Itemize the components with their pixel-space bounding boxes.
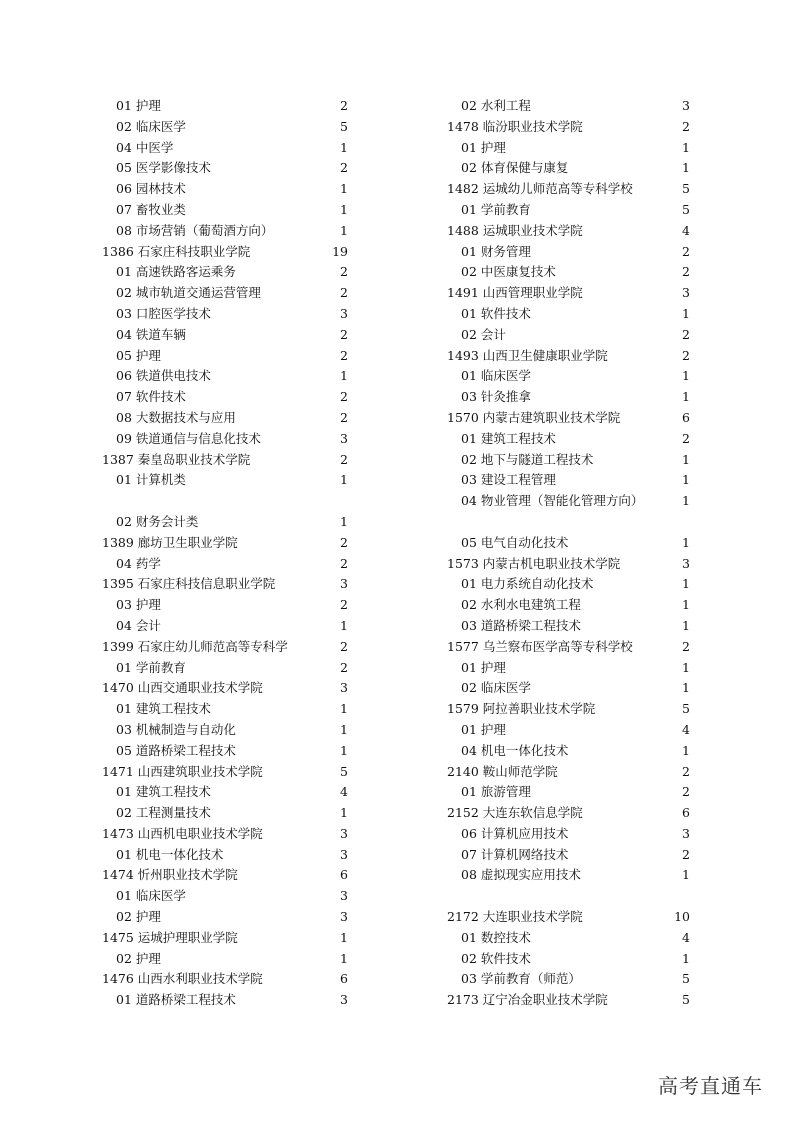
major-row	[447, 533, 690, 554]
enrollment-count: 2	[340, 451, 348, 467]
major-name: 02 软件技术	[461, 950, 531, 966]
school-row	[447, 408, 690, 429]
major-row	[447, 720, 690, 741]
major-name: 05 电气自动化技术	[461, 534, 569, 550]
major-row	[102, 720, 348, 741]
major-row	[447, 158, 690, 179]
school-name: 1470 山西交通职业技术学院	[102, 680, 263, 696]
enrollment-count: 4	[340, 784, 348, 800]
enrollment-count: 1	[340, 742, 348, 758]
enrollment-count: 1	[682, 493, 690, 509]
major-name: 03 口腔医学技术	[116, 305, 211, 321]
major-row	[447, 616, 690, 637]
school-name: 1386 石家庄科技职业学院	[102, 243, 251, 259]
major-name: 01 护理	[116, 98, 161, 113]
enrollment-count: 1	[682, 950, 690, 966]
enrollment-count: 2	[340, 597, 348, 613]
major-name: 01 电力系统自动化技术	[461, 576, 594, 592]
major-name: 04 药学	[116, 555, 161, 571]
major-name: 04 物业管理（智能化管理方向）	[461, 493, 644, 509]
major-row	[447, 491, 690, 533]
major-name: 05 医学影像技术	[116, 160, 211, 176]
school-name: 2140 鞍山师范学院	[447, 763, 558, 779]
enrollment-count: 2	[682, 118, 690, 134]
enrollment-count: 2	[682, 430, 690, 446]
major-row	[447, 429, 690, 450]
enrollment-count: 1	[682, 534, 690, 550]
major-row	[102, 658, 348, 679]
major-name: 04 中医学	[116, 139, 174, 155]
major-name: 02 体育保健与康复	[461, 160, 569, 176]
left-column	[102, 96, 348, 1011]
major-name: 01 高速铁路客运乘务	[116, 264, 236, 280]
major-name: 07 计算机网络技术	[461, 846, 569, 862]
major-row	[447, 782, 690, 803]
enrollment-count: 1	[340, 222, 348, 238]
enrollment-count: 5	[682, 971, 690, 987]
enrollment-count: 2	[682, 784, 690, 800]
enrollment-count: 3	[340, 992, 348, 1008]
enrollment-count: 2	[340, 534, 348, 550]
school-row	[447, 762, 690, 783]
school-name: 1473 山西机电职业技术学院	[102, 825, 263, 841]
major-row	[102, 845, 348, 866]
school-name: 1570 内蒙古建筑职业技术学院	[447, 409, 621, 425]
enrollment-count: 1	[682, 597, 690, 613]
school-row	[447, 803, 690, 824]
major-row	[447, 366, 690, 387]
major-row	[447, 304, 690, 325]
major-row	[102, 262, 348, 283]
major-name: 05 护理	[116, 347, 161, 363]
major-row	[102, 782, 348, 803]
major-name: 08 大数据技术与应用	[116, 409, 236, 425]
major-row	[102, 325, 348, 346]
major-name: 07 畜牧业类	[116, 201, 186, 217]
major-name: 01 机电一体化技术	[116, 846, 224, 862]
major-name: 01 道路桥梁工程技术	[116, 992, 236, 1008]
major-name: 03 针灸推拿	[461, 389, 531, 405]
major-row	[447, 949, 690, 970]
major-name: 09 铁道通信与信息化技术	[116, 430, 261, 446]
major-name: 04 铁道车辆	[116, 326, 186, 342]
enrollment-count: 6	[340, 971, 348, 987]
school-row	[102, 450, 348, 471]
school-name: 1482 运城幼儿师范高等专科学校	[447, 181, 633, 197]
major-name: 03 建设工程管理	[461, 472, 556, 488]
major-row	[102, 886, 348, 907]
school-name: 1491 山西管理职业学院	[447, 285, 583, 301]
school-row	[447, 637, 690, 658]
major-row	[447, 450, 690, 471]
enrollment-count: 2	[340, 326, 348, 342]
school-name: 2172 大连职业技术学院	[447, 909, 583, 925]
enrollment-count: 1	[340, 929, 348, 945]
enrollment-count: 2	[340, 347, 348, 363]
major-name: 02 城市轨道交通运营管理	[116, 285, 261, 301]
watermark-logo: 高考直通车	[658, 1074, 763, 1098]
school-row	[102, 969, 348, 990]
major-name: 02 护理	[116, 909, 161, 925]
enrollment-count: 1	[682, 867, 690, 883]
school-row	[102, 242, 348, 263]
school-row	[102, 762, 348, 783]
enrollment-count: 2	[340, 638, 348, 654]
school-name: 1389 廊坊卫生职业学院	[102, 534, 238, 550]
enrollment-count: 5	[682, 181, 690, 197]
major-name: 01 学前教育	[116, 659, 186, 675]
enrollment-count: 3	[340, 909, 348, 925]
enrollment-count: 3	[340, 825, 348, 841]
major-row	[102, 429, 348, 450]
school-name: 1573 内蒙古机电职业技术学院	[447, 555, 621, 571]
major-row	[447, 387, 690, 408]
enrollment-count: 2	[340, 264, 348, 280]
major-row	[447, 325, 690, 346]
enrollment-count: 3	[682, 285, 690, 301]
major-name: 01 护理	[461, 721, 506, 737]
major-name: 08 市场营销（葡萄酒方向）	[116, 222, 274, 238]
major-name: 01 旅游管理	[461, 784, 531, 800]
major-row	[447, 574, 690, 595]
school-name: 1387 秦皇岛职业技术学院	[102, 451, 251, 467]
major-row	[447, 138, 690, 159]
enrollment-count: 2	[682, 763, 690, 779]
major-row	[447, 658, 690, 679]
major-row	[102, 741, 348, 762]
major-name: 03 护理	[116, 597, 161, 613]
major-name: 01 临床医学	[461, 368, 531, 384]
major-row	[447, 242, 690, 263]
enrollment-count: 1	[682, 451, 690, 467]
school-row	[447, 117, 690, 138]
major-row	[102, 554, 348, 575]
enrollment-count: 1	[340, 368, 348, 384]
major-name: 03 机械制造与自动化	[116, 721, 236, 737]
right-column	[447, 96, 690, 1011]
enrollment-count: 2	[682, 264, 690, 280]
major-name: 01 建筑工程技术	[116, 701, 211, 717]
major-name: 07 软件技术	[116, 389, 186, 405]
major-name: 01 软件技术	[461, 305, 531, 321]
enrollment-count: 5	[682, 201, 690, 217]
enrollment-count: 10	[674, 909, 690, 925]
major-row	[447, 262, 690, 283]
enrollment-count: 2	[682, 243, 690, 259]
major-name: 02 会计	[461, 326, 506, 342]
enrollment-count: 1	[682, 742, 690, 758]
enrollment-count: 2	[682, 347, 690, 363]
enrollment-count: 3	[340, 680, 348, 696]
enrollment-count: 1	[340, 805, 348, 821]
enrollment-count: 3	[340, 576, 348, 592]
school-name: 1395 石家庄科技信息职业学院	[102, 576, 276, 592]
major-row	[102, 117, 348, 138]
enrollment-count: 3	[682, 555, 690, 571]
major-name: 01 学前教育	[461, 201, 531, 217]
school-row	[447, 283, 690, 304]
enrollment-count: 4	[682, 929, 690, 945]
school-name: 1471 山西建筑职业技术学院	[102, 763, 263, 779]
school-name: 1474 忻州职业技术学院	[102, 867, 238, 883]
enrollment-count: 5	[340, 118, 348, 134]
major-row	[102, 221, 348, 242]
major-row	[447, 595, 690, 616]
major-row	[102, 699, 348, 720]
enrollment-count: 2	[340, 98, 348, 113]
major-name: 02 地下与隧道工程技术	[461, 451, 594, 467]
enrollment-count: 1	[682, 576, 690, 592]
school-name: 1399 石家庄幼儿师范高等专科学	[102, 638, 288, 654]
major-row	[102, 179, 348, 200]
enrollment-count: 1	[682, 160, 690, 176]
major-row	[447, 865, 690, 907]
enrollment-count: 5	[340, 763, 348, 779]
enrollment-count: 3	[340, 430, 348, 446]
school-row	[102, 824, 348, 845]
enrollment-count: 1	[682, 389, 690, 405]
enrollment-count: 1	[682, 680, 690, 696]
major-name: 02 中医康复技术	[461, 264, 556, 280]
major-row	[447, 928, 690, 949]
major-row	[102, 949, 348, 970]
major-row	[102, 512, 348, 533]
major-row	[102, 990, 348, 1011]
school-name: 1478 临汾职业技术学院	[447, 118, 583, 134]
school-row	[447, 990, 690, 1011]
school-row	[447, 554, 690, 575]
enrollment-count: 1	[340, 950, 348, 966]
enrollment-count: 2	[340, 285, 348, 301]
major-name: 01 临床医学	[116, 888, 186, 904]
major-name: 01 护理	[461, 659, 506, 675]
enrollment-count: 3	[340, 305, 348, 321]
school-row	[447, 699, 690, 720]
school-name: 1476 山西水利职业技术学院	[102, 971, 263, 987]
major-row	[447, 96, 690, 117]
school-row	[102, 865, 348, 886]
enrollment-count: 3	[682, 825, 690, 841]
enrollment-count: 6	[340, 867, 348, 883]
enrollment-count: 1	[682, 617, 690, 633]
major-row	[102, 346, 348, 367]
major-row	[447, 845, 690, 866]
major-name: 02 水利工程	[461, 98, 531, 113]
enrollment-count: 4	[682, 222, 690, 238]
major-row	[102, 366, 348, 387]
major-row	[102, 408, 348, 429]
enrollment-count: 5	[682, 992, 690, 1008]
major-name: 01 建筑工程技术	[116, 784, 211, 800]
major-row	[447, 824, 690, 845]
major-name: 01 数控技术	[461, 929, 531, 945]
enrollment-count: 2	[340, 160, 348, 176]
major-row	[102, 283, 348, 304]
major-row	[447, 678, 690, 699]
school-row	[102, 928, 348, 949]
enrollment-count: 19	[332, 243, 348, 259]
major-name: 03 学前教育（师范）	[461, 971, 581, 987]
major-row	[102, 616, 348, 637]
major-row	[102, 907, 348, 928]
major-row	[447, 470, 690, 491]
school-row	[102, 574, 348, 595]
enrollment-count: 1	[340, 181, 348, 197]
enrollment-count: 1	[682, 305, 690, 321]
enrollment-count: 3	[340, 846, 348, 862]
major-row	[447, 200, 690, 221]
major-name: 01 计算机类	[116, 472, 186, 488]
major-name: 02 临床医学	[461, 680, 531, 696]
major-row	[102, 387, 348, 408]
enrollment-count: 6	[682, 409, 690, 425]
major-name: 08 虚拟现实应用技术	[461, 867, 581, 883]
enrollment-count: 4	[682, 721, 690, 737]
major-name: 06 园林技术	[116, 181, 186, 197]
enrollment-count: 1	[340, 701, 348, 717]
enrollment-count: 1	[340, 472, 348, 488]
major-name: 06 铁道供电技术	[116, 368, 211, 384]
enrollment-count: 1	[682, 139, 690, 155]
major-name: 04 机电一体化技术	[461, 742, 569, 758]
enrollment-count: 1	[682, 472, 690, 488]
major-name: 01 建筑工程技术	[461, 430, 556, 446]
school-name: 1475 运城护理职业学院	[102, 929, 238, 945]
school-row	[447, 907, 690, 928]
major-name: 04 会计	[116, 617, 161, 633]
school-name: 1493 山西卫生健康职业学院	[447, 347, 608, 363]
major-row	[102, 304, 348, 325]
school-name: 1488 运城职业技术学院	[447, 222, 583, 238]
major-name: 02 工程测量技术	[116, 805, 211, 821]
enrollment-count: 1	[340, 513, 348, 529]
school-name: 2152 大连东软信息学院	[447, 805, 583, 821]
major-row	[447, 969, 690, 990]
enrollment-count: 1	[340, 139, 348, 155]
school-name: 2173 辽宁冶金职业技术学院	[447, 992, 608, 1008]
school-row	[447, 221, 690, 242]
major-name: 02 水利水电建筑工程	[461, 597, 581, 613]
enrollment-count: 2	[682, 638, 690, 654]
major-row	[102, 470, 348, 512]
enrollment-count: 6	[682, 805, 690, 821]
enrollment-count: 1	[682, 659, 690, 675]
major-name: 02 护理	[116, 950, 161, 966]
enrollment-count: 1	[340, 721, 348, 737]
major-name: 06 计算机应用技术	[461, 825, 569, 841]
school-row	[102, 678, 348, 699]
enrollment-count: 1	[340, 201, 348, 217]
enrollment-count: 2	[340, 555, 348, 571]
school-row	[102, 533, 348, 554]
school-row	[102, 637, 348, 658]
enrollment-count: 1	[340, 617, 348, 633]
school-name: 1579 阿拉善职业技术学院	[447, 701, 596, 717]
school-row	[447, 346, 690, 367]
enrollment-count: 3	[340, 888, 348, 904]
major-name: 05 道路桥梁工程技术	[116, 742, 236, 758]
major-row	[102, 595, 348, 616]
major-row	[102, 158, 348, 179]
major-row	[102, 138, 348, 159]
enrollment-count: 2	[340, 409, 348, 425]
enrollment-count: 5	[682, 701, 690, 717]
major-name: 02 财务会计类	[116, 513, 199, 529]
major-name: 01 财务管理	[461, 243, 531, 259]
major-name: 02 临床医学	[116, 118, 186, 134]
school-name: 1577 乌兰察布医学高等专科学校	[447, 638, 633, 654]
enrollment-count: 3	[682, 98, 690, 113]
enrollment-count: 2	[340, 389, 348, 405]
major-row	[102, 200, 348, 221]
major-name: 01 护理	[461, 139, 506, 155]
enrollment-count: 1	[682, 368, 690, 384]
major-name: 03 道路桥梁工程技术	[461, 617, 581, 633]
enrollment-count: 2	[340, 659, 348, 675]
school-row	[447, 179, 690, 200]
major-row	[102, 96, 348, 117]
enrollment-count: 2	[682, 326, 690, 342]
enrollment-count: 2	[682, 846, 690, 862]
major-row	[447, 741, 690, 762]
major-row	[102, 803, 348, 824]
